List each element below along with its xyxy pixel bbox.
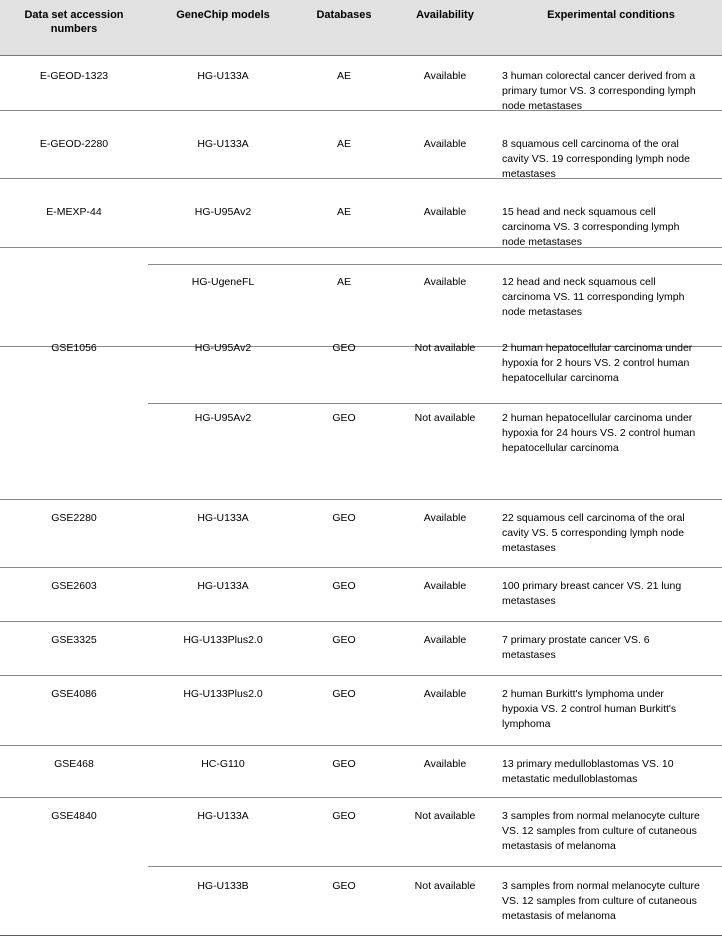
database-cell: GEO — [332, 512, 356, 524]
header-databases: Databases — [316, 9, 372, 21]
subrow-divider — [148, 403, 722, 404]
accession-cell: GSE2280 — [51, 512, 97, 524]
genechip-cell: HG-U133A — [197, 810, 249, 822]
condition-cell: 3 human colorectal cancer derived from a primary tumor VS. 3 corresponding lymph node metastases — [502, 70, 696, 112]
database-cell: GEO — [332, 880, 356, 892]
row-divider — [0, 797, 722, 798]
genechip-cell: HC-G110 — [201, 758, 245, 770]
genechip-cell: HG-U133A — [197, 138, 249, 150]
accession-cell: E-GEOD-2280 — [39, 138, 109, 150]
header-accession: Data set accession numbers — [24, 9, 124, 35]
condition-cell: 13 primary medulloblastomas VS. 10 metastatic medulloblastomas — [502, 758, 674, 785]
table-bottom-rule — [0, 935, 722, 936]
subrow-divider — [148, 264, 722, 265]
genechip-cell: HG-U133Plus2.0 — [183, 634, 263, 646]
availability-cell: Available — [423, 138, 467, 150]
condition-cell: 3 samples from normal melanocyte culture VS. 12 samples from culture of cutaneous metastasis of melanoma — [502, 880, 700, 922]
header-availability: Availability — [416, 9, 474, 21]
accession-cell: GSE1056 — [51, 342, 97, 354]
accession-cell: GSE4840 — [51, 810, 97, 822]
availability-cell: Not available — [414, 342, 476, 354]
subrow-divider — [148, 866, 722, 867]
availability-cell: Not available — [414, 810, 476, 822]
availability-cell: Available — [423, 512, 467, 524]
database-cell: AE — [336, 276, 351, 288]
database-cell: GEO — [332, 580, 356, 592]
genechip-cell: HG-U133A — [197, 512, 249, 524]
row-divider — [0, 567, 722, 568]
availability-cell: Not available — [414, 412, 476, 424]
header-conditions: Experimental conditions — [547, 9, 675, 21]
database-cell: GEO — [332, 412, 356, 424]
row-divider — [0, 675, 722, 676]
genechip-cell: HG-UgeneFL — [191, 276, 255, 288]
header-genechip: GeneChip models — [176, 9, 270, 21]
row-divider — [0, 499, 722, 500]
database-cell: GEO — [332, 688, 356, 700]
database-cell: GEO — [332, 342, 356, 354]
accession-cell: GSE468 — [54, 758, 94, 770]
condition-cell: 8 squamous cell carcinoma of the oral cavity VS. 19 corresponding lymph node metastases — [502, 138, 690, 180]
condition-cell: 15 head and neck squamous cell carcinoma VS. 3 corresponding lymph node metastases — [502, 206, 680, 248]
database-cell: AE — [336, 70, 351, 82]
database-cell: AE — [336, 206, 351, 218]
genechip-cell: HG-U133B — [197, 880, 249, 892]
table-header — [0, 0, 722, 56]
availability-cell: Available — [423, 206, 467, 218]
condition-cell: 2 human Burkitt's lymphoma under hypoxia VS. 2 control human Burkitt's lymphoma — [502, 688, 677, 730]
genechip-cell: HG-U95Av2 — [194, 342, 252, 354]
condition-cell: 2 human hepatocellular carcinoma under hypoxia for 2 hours VS. 2 control human hepatocellular carcinoma — [502, 342, 693, 384]
condition-cell: 2 human hepatocellular carcinoma under hypoxia for 24 hours VS. 2 control human hepatocellular carcinoma — [502, 412, 696, 454]
availability-cell: Available — [423, 276, 467, 288]
database-cell: AE — [336, 138, 351, 150]
accession-cell: GSE4086 — [51, 688, 97, 700]
condition-cell: 12 head and neck squamous cell carcinoma VS. 11 corresponding lymph node metastases — [502, 276, 685, 318]
availability-cell: Available — [423, 70, 467, 82]
row-divider — [0, 745, 722, 746]
accession-cell: GSE2603 — [51, 580, 97, 592]
row-divider — [0, 621, 722, 622]
availability-cell: Available — [423, 758, 467, 770]
availability-cell: Available — [423, 634, 467, 646]
condition-cell: 100 primary breast cancer VS. 21 lung metastases — [502, 580, 682, 607]
genechip-cell: HG-U95Av2 — [194, 206, 252, 218]
database-cell: GEO — [332, 758, 356, 770]
genechip-cell: HG-U133A — [197, 70, 249, 82]
genechip-cell: HG-U95Av2 — [194, 412, 252, 424]
condition-cell: 7 primary prostate cancer VS. 6 metastases — [502, 634, 650, 661]
condition-cell: 22 squamous cell carcinoma of the oral cavity VS. 5 corresponding lymph node metastases — [502, 512, 685, 554]
database-cell: GEO — [332, 810, 356, 822]
accession-cell: GSE3325 — [51, 634, 97, 646]
accession-cell: E-GEOD-1323 — [39, 70, 109, 82]
accession-cell: E-MEXP-44 — [46, 206, 102, 218]
condition-cell: 3 samples from normal melanocyte culture VS. 12 samples from culture of cutaneous metastasis of melanoma — [502, 810, 700, 852]
availability-cell: Available — [423, 688, 467, 700]
genechip-cell: HG-U133Plus2.0 — [183, 688, 263, 700]
genechip-cell: HG-U133A — [197, 580, 249, 592]
availability-cell: Not available — [414, 880, 476, 892]
database-cell: GEO — [332, 634, 356, 646]
availability-cell: Available — [423, 580, 467, 592]
